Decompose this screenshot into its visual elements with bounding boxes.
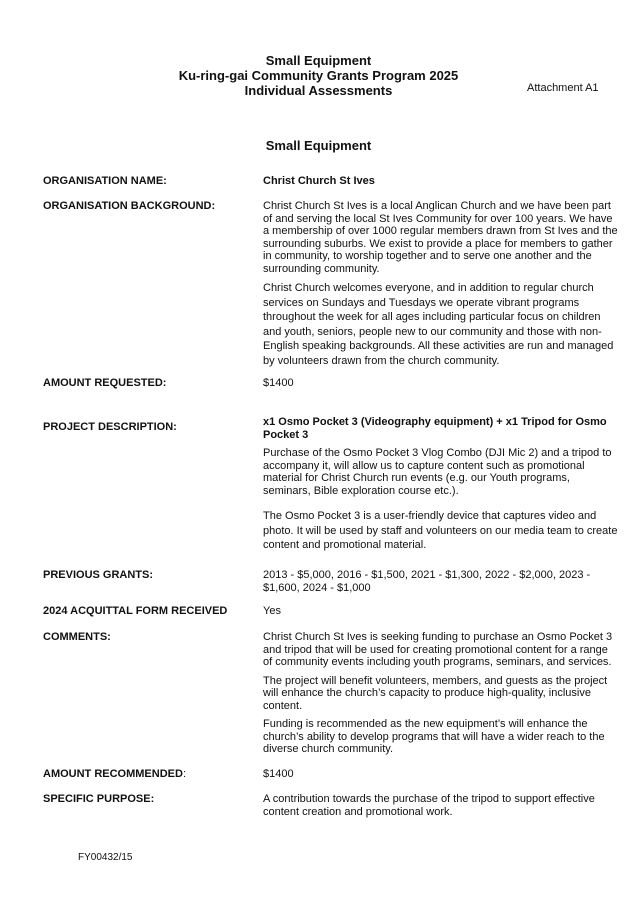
- org-name-label: ORGANISATION NAME:: [43, 175, 167, 187]
- org-background-value: [263, 200, 619, 374]
- org-background-paragraph: Christ Church welcomes everyone, and in addition to regular church services on Sundays and Tuesdays we operate vibrant programs throughout the week for all ages including particular focus on children and youth, seniors, people new to our community and those with non-English speaking backgrounds. All these activities are run and managed by volunteers drawn from the church community.: [263, 282, 614, 367]
- project-paragraph: Purchase of the Osmo Pocket 3 Vlog Combo (DJI Mic 2) and a tripod to accompany it, will allow us to capture content such as promotional material for Christ Church run events (e.g. our Youth programs, seminars, Bible exploration course etc.).: [263, 447, 612, 497]
- comments-paragraph: Funding is recommended as the new equipment’s will enhance the church’s ability to develop programs that will have a wider reach to the diverse church community.: [263, 718, 605, 755]
- amount-recommended-label-text: AMOUNT RECOMMENDED: [43, 768, 183, 780]
- header-program: Ku-ring-gai Community Grants Program 2025: [178, 68, 459, 83]
- project-description-label: PROJECT DESCRIPTION:: [43, 421, 177, 433]
- footer-code: FY00432/15: [78, 852, 133, 863]
- previous-grants-label: PREVIOUS GRANTS:: [43, 569, 154, 581]
- section-title: Small Equipment: [265, 138, 372, 153]
- amount-recommended-value: $1400: [263, 768, 294, 780]
- comments-paragraph: The project will benefit volunteers, members, and guests as the project will enhance the church’s capacity to produce high-quality, inclusive content.: [263, 674, 608, 712]
- header-title: Small Equipment: [265, 53, 372, 68]
- amount-recommended-colon: :: [182, 768, 187, 780]
- acquittal-value: Yes: [263, 605, 281, 617]
- project-paragraph: The Osmo Pocket 3 is a user-friendly device that captures video and photo. It will be used by staff and volunteers on our media team to create content and promotional material.: [263, 510, 618, 551]
- comments-paragraph: Christ Church St Ives is seeking funding to purchase an Osmo Pocket 3 and tripod that will be used for creating promotional content for a range of community events including youth programs, seminars, and services.: [263, 631, 613, 668]
- previous-grants-value: 2013 - $5,000, 2016 - $1,500, 2021 - $1,300, 2022 - $2,000, 2023 - $1,600, 2024 - $1,000: [263, 569, 591, 594]
- amount-requested-value: $1400: [263, 377, 294, 389]
- org-background-label: ORGANISATION BACKGROUND:: [43, 200, 216, 212]
- amount-requested-label: AMOUNT REQUESTED:: [43, 377, 167, 389]
- specific-purpose-value: A contribution towards the purchase of the tripod to support effective content creation and promotional work.: [263, 793, 595, 818]
- header-subtitle: Individual Assessments: [244, 83, 393, 98]
- project-description-value: [263, 416, 619, 559]
- specific-purpose-label: SPECIFIC PURPOSE:: [43, 793, 155, 805]
- org-name-value: Christ Church St Ives: [263, 175, 375, 187]
- comments-label: COMMENTS:: [43, 631, 111, 643]
- org-background-paragraph: Christ Church St Ives is a local Anglican Church and we have been part of and serving the local St Ives Community for over 100 years. We have a membership of over 1000 regular members drawn from St Ives and the surrounding suburbs. We exist to provide a place for members to gather in community, to worship together and to serve one another and the surrounding community.: [263, 200, 618, 275]
- comments-value: [263, 631, 619, 762]
- amount-recommended-label: [43, 768, 253, 781]
- attachment-label: Attachment A1: [527, 82, 599, 94]
- acquittal-label: 2024 ACQUITTAL FORM RECEIVED: [43, 605, 228, 617]
- project-title: x1 Osmo Pocket 3 (Videography equipment) + x1 Tripod for Osmo Pocket 3: [263, 416, 607, 441]
